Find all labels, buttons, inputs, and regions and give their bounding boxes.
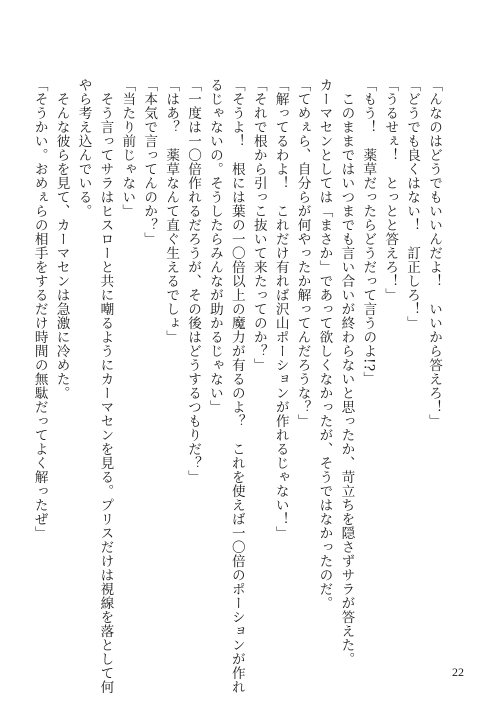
text-line: 「もう！ 薬草だったらどうだって言うのよ!?」 — [360, 78, 377, 386]
text-line: 「てめぇら、自分らが何やったか解ってんだろうな？」 — [294, 78, 311, 428]
text-line: カーマセンとしては「まさか」であって欲しくなかったが、そうではなかったのだ。 — [316, 78, 333, 610]
text-line: 「んなのはどうでもいいんだよ！ いいから答えろ！」 — [426, 78, 442, 428]
text-line: 「うるせぇ！ とっとと答えろ！」 — [382, 78, 399, 302]
text-line: 「解ってるわよ！ これだけ有れば沢山ポーションが作れるじゃない！」 — [272, 78, 289, 540]
text-line: 「どうでも良くはない！ 訂正しろ！」 — [404, 78, 421, 330]
page-number: 22 — [452, 665, 464, 679]
text-line: 「そうかい。おめぇらの相手をするだけ時間の無駄だってよく解ったぜ」 — [31, 78, 48, 540]
text-line: やら考え込んでいる。 — [75, 78, 92, 218]
vertical-text-block — [28, 78, 444, 694]
text-line: 「本気で言ってんのか？」 — [141, 78, 158, 246]
text-line: このままではいつまでも言い合いが終わらないと思ったか、苛立ちを隠さずサラが答えた。 — [338, 91, 355, 666]
text-line: 「そうよ！ 根には葉の一〇倍以上の魔力が有るのよ？ これを使えば一〇倍のポーションが作れ — [228, 78, 245, 694]
text-line: 「それで根から引っこ抜いて来たってのか？」 — [250, 78, 267, 372]
text-line: るじゃないの。そうしたらみんなが助かるじゃない」 — [206, 78, 223, 414]
text-line: 「一度は一〇倍作れるだろうが、その後はどうするつもりだ？」 — [185, 78, 202, 484]
text-line: そう言ってサラはヒスローと共に嘲るようにカーマセンを見る。プリスだけは視線を落として何 — [97, 91, 114, 694]
text-line: 「はあ？ 薬草なんて直ぐ生えるでしょ」 — [163, 78, 180, 344]
text-line: そんな彼らを見て、カーマセンは急激に冷めた。 — [53, 91, 70, 400]
text-line: 「当たり前じゃない」 — [119, 78, 136, 218]
